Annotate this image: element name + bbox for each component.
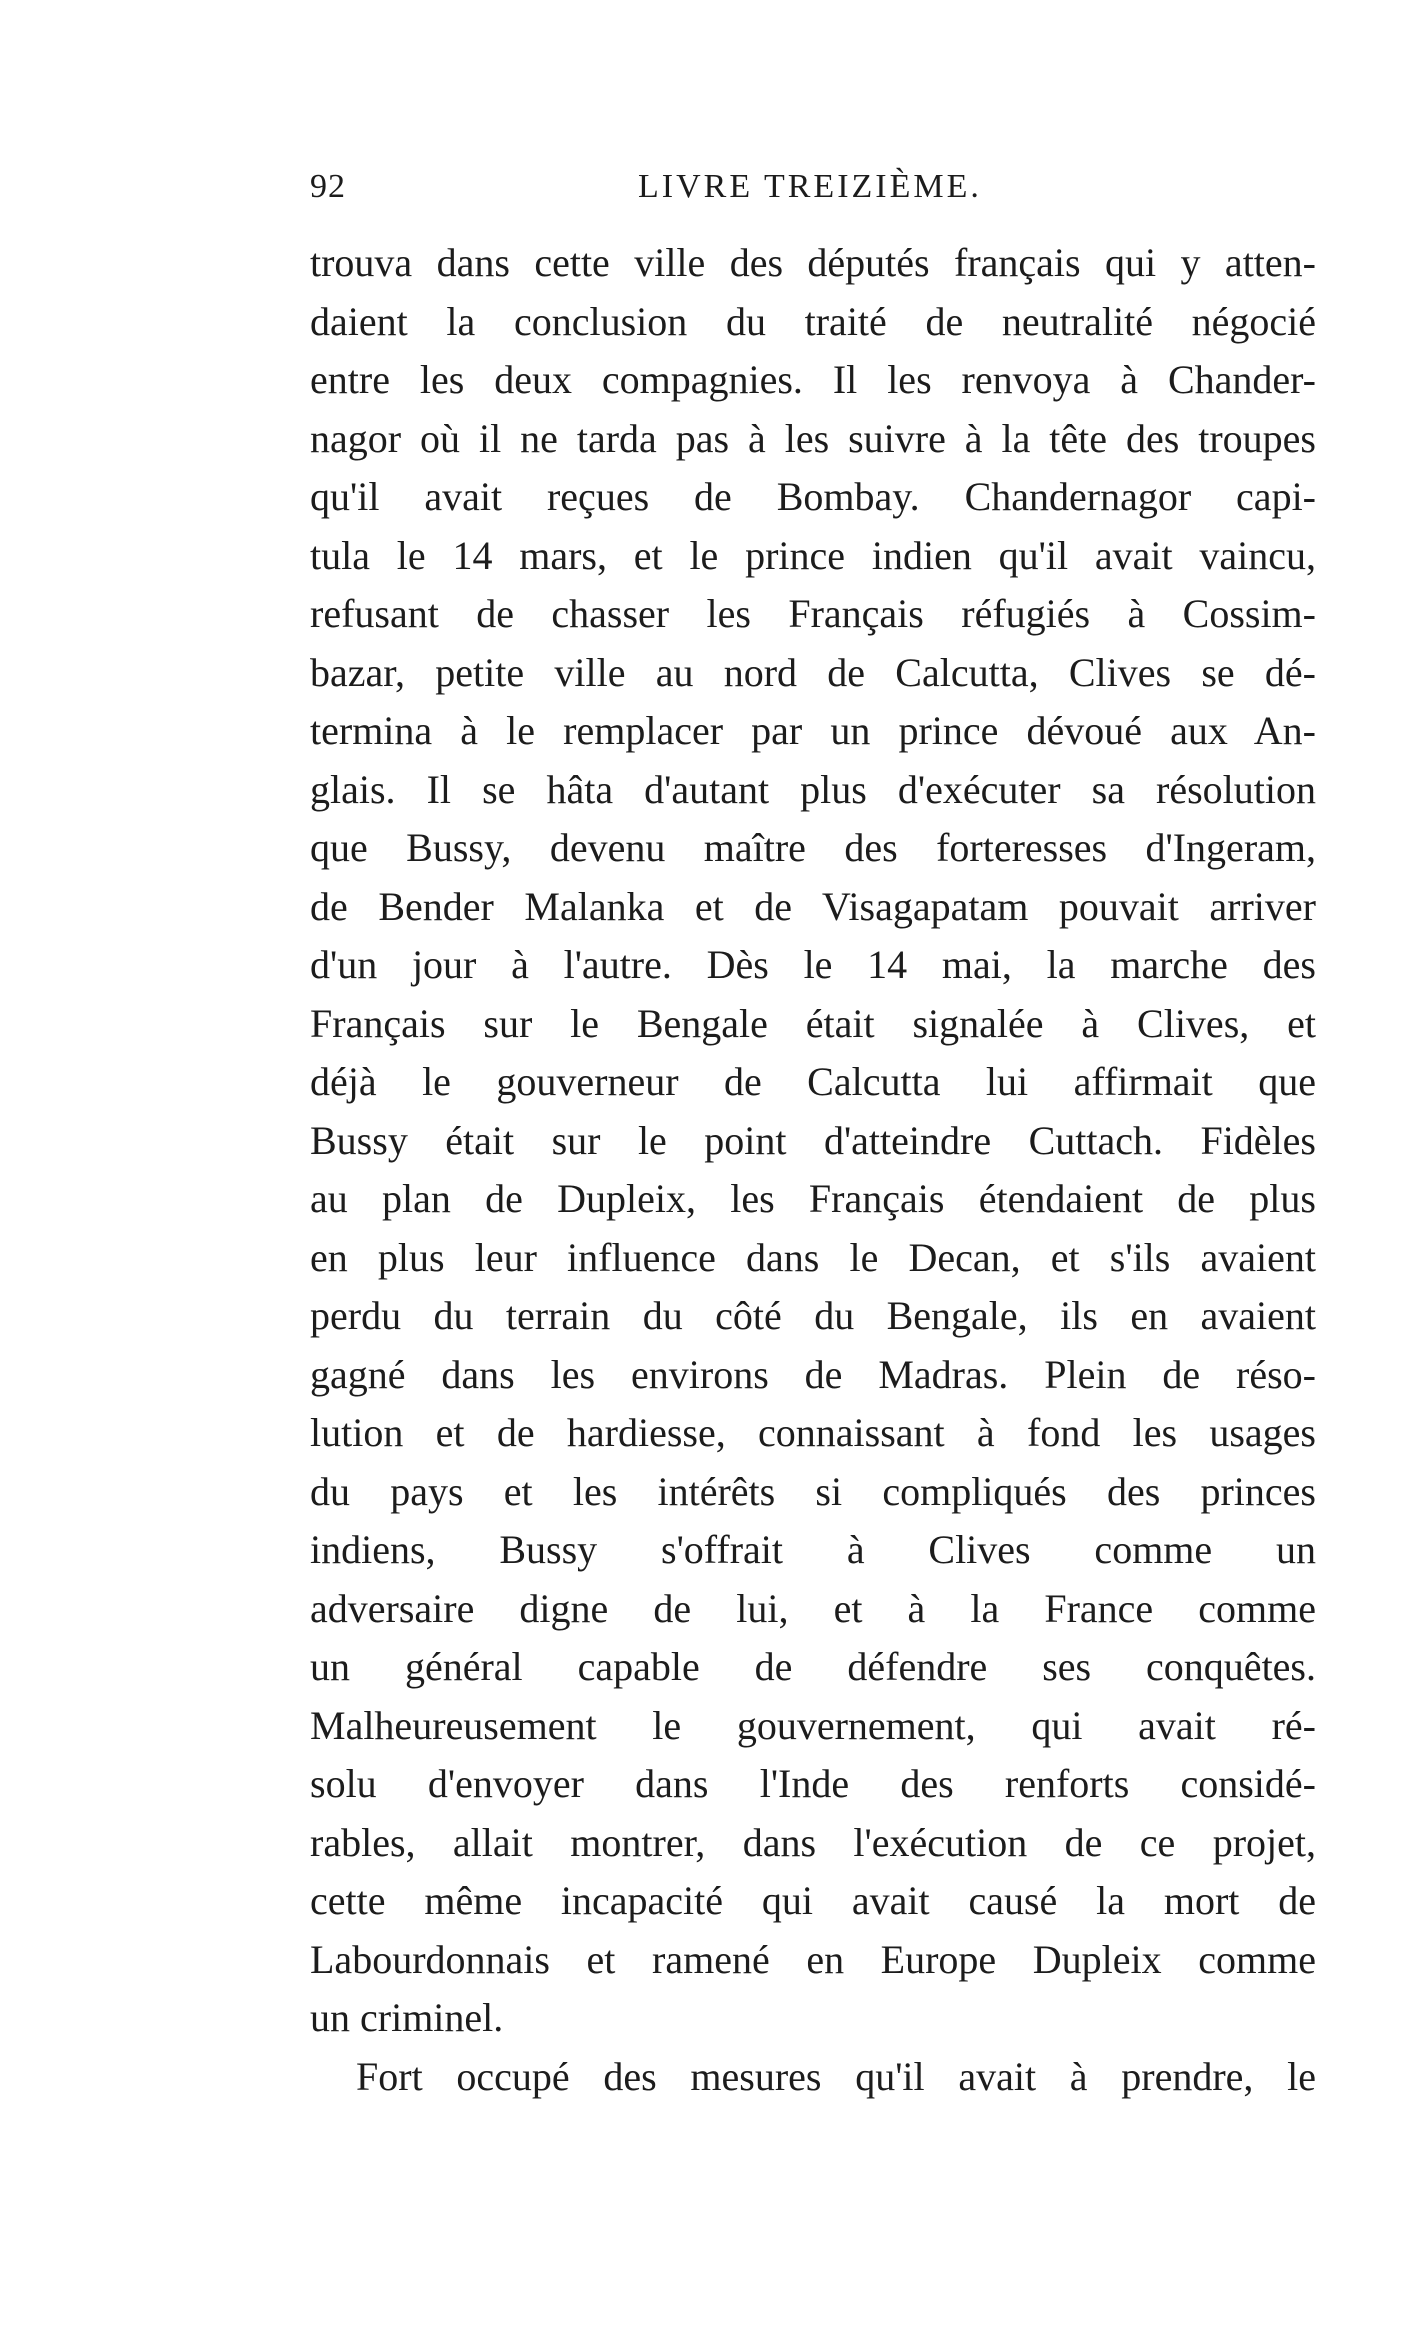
text-line: glais. Il se hâta d'autant plus d'exécuter sa résolution	[310, 766, 1316, 812]
text-line: trouva dans cette ville des députés français qui y atten-	[310, 240, 1316, 285]
text-line: rables, allait montrer, dans l'exécution de ce projet,	[310, 1819, 1316, 1865]
text-line: entre les deux compagnies. Il les renvoya à Chander-	[310, 357, 1316, 402]
text-line: qu'il avait reçues de Bombay. Chandernagor capi-	[310, 474, 1316, 519]
text-line: daient la conclusion du traité de neutralité négocié	[310, 298, 1316, 344]
text-line: refusant de chasser les Français réfugiés à Cossim-	[310, 591, 1316, 636]
text-line: nagor où il ne tarda pas à les suivre à la tête des troupes	[310, 415, 1316, 461]
text-line: du pays et les intérêts si compliqués des princes	[310, 1468, 1316, 1514]
paragraph-end-line: un criminel.	[310, 1995, 504, 2040]
body-text	[310, 234, 1316, 2106]
text-line: de Bender Malanka et de Visagapatam pouvait arriver	[310, 883, 1316, 929]
text-line: au plan de Dupleix, les Français étendaient de plus	[310, 1176, 1316, 1221]
text-line: indiens, Bussy s'offrait à Clives comme un	[310, 1527, 1316, 1572]
text-line: déjà le gouverneur de Calcutta lui affirmait que	[310, 1059, 1316, 1104]
text-line: Français sur le Bengale était signalée à Clives, et	[310, 1000, 1316, 1046]
running-head	[310, 168, 1316, 218]
text-line: gagné dans les environs de Madras. Plein de réso-	[310, 1351, 1316, 1397]
page-number: 92	[310, 168, 346, 205]
text-line: lution et de hardiesse, connaissant à fond les usages	[310, 1410, 1316, 1455]
text-line: Labourdonnais et ramené en Europe Dupleix comme	[310, 1936, 1316, 1982]
paragraph-start-line: Fort occupé des mesures qu'il avait à prendre, le	[356, 2053, 1316, 2099]
text-line: bazar, petite ville au nord de Calcutta, Clives se dé-	[310, 649, 1316, 695]
text-line: d'un jour à l'autre. Dès le 14 mai, la marche des	[310, 942, 1316, 987]
text-line: Bussy était sur le point d'atteindre Cuttach. Fidèles	[310, 1117, 1316, 1163]
text-line: solu d'envoyer dans l'Inde des renforts considé-	[310, 1761, 1316, 1806]
running-title: LIVRE TREIZIÈME.	[638, 168, 982, 205]
text-line: cette même incapacité qui avait causé la mort de	[310, 1878, 1316, 1923]
text-line: Malheureusement le gouvernement, qui avait ré-	[310, 1702, 1316, 1748]
text-line: perdu du terrain du côté du Bengale, ils en avaient	[310, 1293, 1316, 1338]
text-line: en plus leur influence dans le Decan, et s'ils avaient	[310, 1234, 1316, 1280]
text-line: un général capable de défendre ses conquêtes.	[310, 1644, 1316, 1689]
text-line: adversaire digne de lui, et à la France comme	[310, 1585, 1316, 1631]
text-line: termina à le remplacer par un prince dévoué aux An-	[310, 708, 1316, 753]
text-line: que Bussy, devenu maître des forteresses d'Ingeram,	[310, 825, 1316, 870]
text-line: tula le 14 mars, et le prince indien qu'il avait vaincu,	[310, 532, 1316, 578]
